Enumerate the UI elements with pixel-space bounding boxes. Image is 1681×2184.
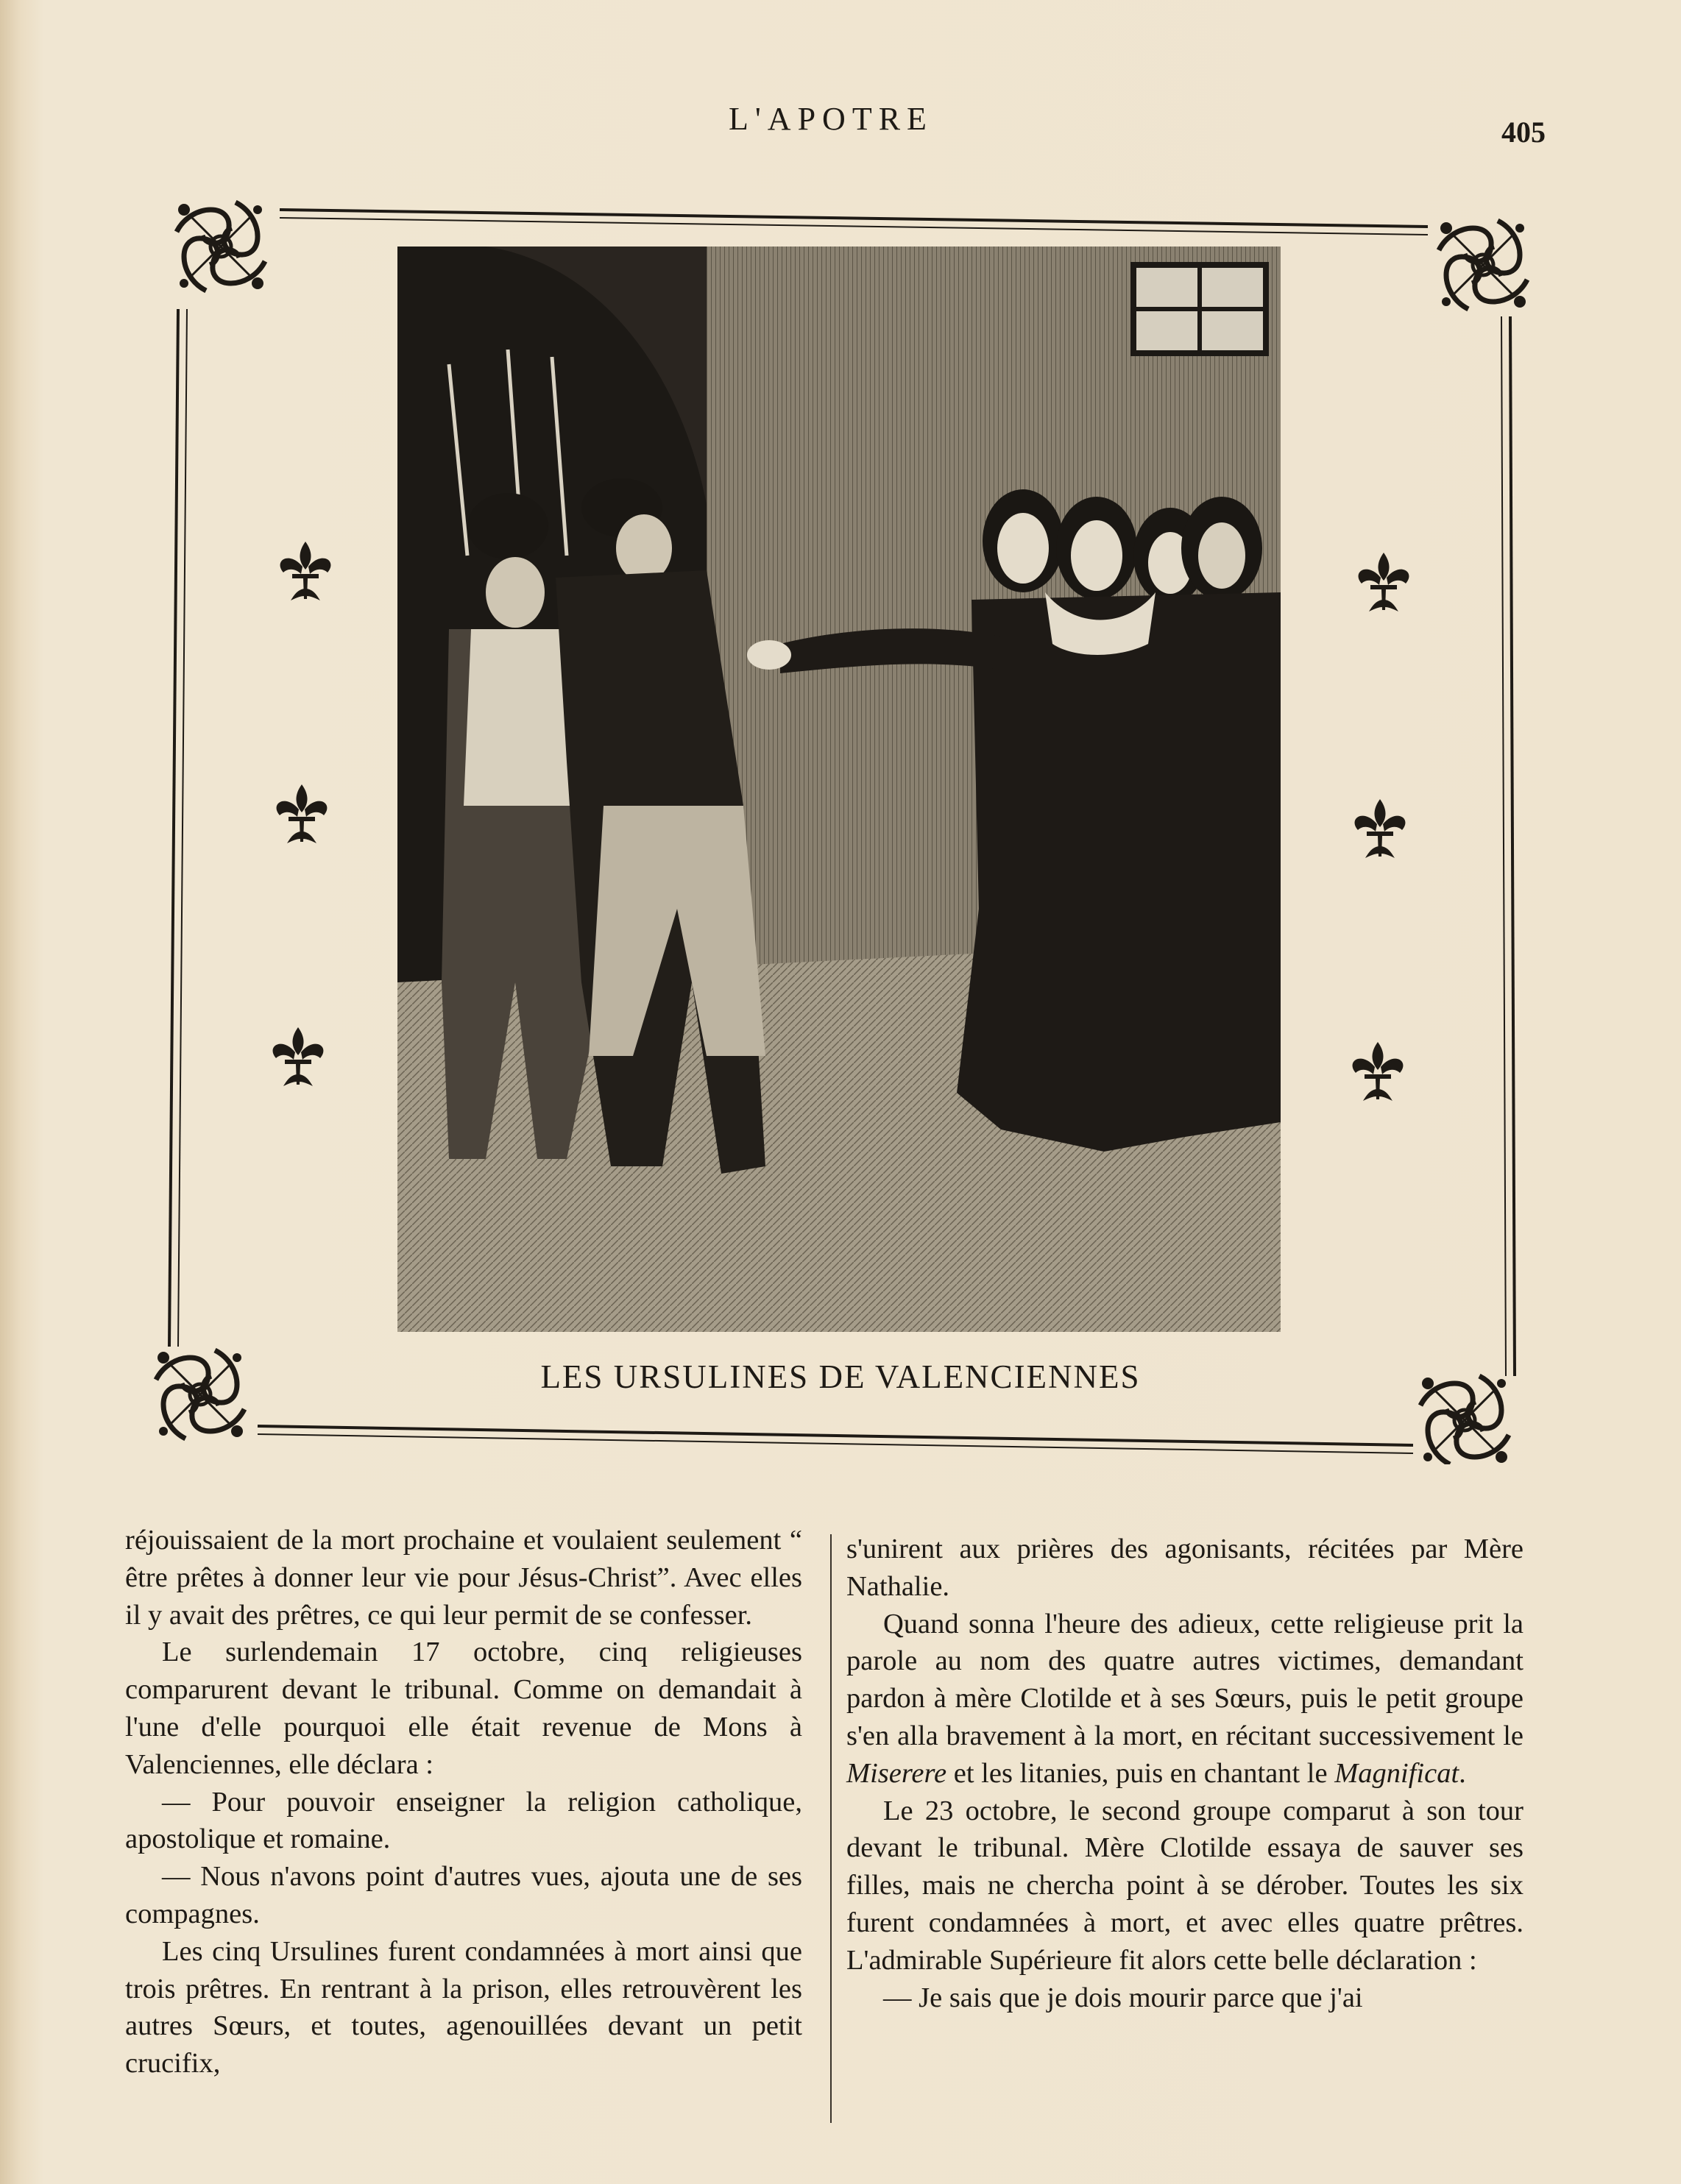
fleur-de-lis-icon bbox=[1355, 799, 1406, 858]
text-columns bbox=[0, 1522, 1681, 2169]
paragraph: réjouissaient de la mort prochaine et voulaient seulement “ être prêtes à donner leur vie pour Jésus-Christ”. Avec elles il y avait des prêtres, ce qui leur permit de se confesser. bbox=[125, 1525, 802, 1631]
left-column bbox=[125, 1522, 802, 2082]
paragraph: Le surlendemain 17 octobre, cinq religieuses comparurent devant le tribunal. Comme on demandait à l'une d'elle pourquoi elle était revenue de Mons à Valenciennes, elle déclara : bbox=[125, 1637, 802, 1780]
paragraph: Le 23 octobre, le second groupe comparut à son tour devant le tribunal. Mère Clotilde essaya de sauver ses filles, mais ne chercha point à se dérober. Toutes les six furent condamnées à mort, et avec elles quatre prêtres. L'admirable Supérieure fit alors cette belle déclaration : bbox=[846, 1795, 1523, 1976]
italic-title: Magnificat bbox=[1334, 1757, 1459, 1789]
paragraph: s'unirent aux prières des agonisants, récitées par Mère Nathalie. bbox=[846, 1534, 1523, 1602]
italic-title: Miserere bbox=[846, 1757, 947, 1789]
paragraph-text: et les litanies, puis en chantant le bbox=[946, 1757, 1335, 1789]
paragraph: — Pour pouvoir enseigner la religion catholique, apostolique et romaine. bbox=[125, 1786, 802, 1855]
fleur-de-lis-icon bbox=[280, 542, 331, 600]
page-number: 405 bbox=[1501, 116, 1546, 149]
paragraph: — Nous n'avons point d'autres vues, ajouta une de ses compagnes. bbox=[125, 1861, 802, 1929]
right-column bbox=[846, 1531, 1523, 2016]
engraving-illustration bbox=[397, 247, 1281, 1332]
fleur-de-lis-icon bbox=[1359, 553, 1409, 611]
page-header bbox=[0, 96, 1681, 149]
paragraph: Les cinq Ursulines furent condamnées à mort ainsi que trois prêtres. En rentrant à la prison, elles retrouvèrent les autres Sœurs, et toutes, agenouillées devant un petit crucifix, bbox=[125, 1935, 802, 2080]
fleur-de-lis-icon bbox=[1353, 1042, 1404, 1101]
paragraph-text: Quand sonna l'heure des adieux, cette religieuse prit la parole au nom des quatre autres victimes, demandant pardon à mère Clotilde et à ses Sœurs, puis le petit groupe s'en alla bravement à la mort, en récitant successivement le bbox=[846, 1608, 1523, 1751]
corner-ornament-icon bbox=[1439, 221, 1527, 309]
corner-ornament-icon bbox=[177, 202, 265, 291]
fleur-de-lis-icon bbox=[273, 1027, 324, 1086]
illustration-caption: LES URSULINES DE VALENCIENNES bbox=[540, 1358, 1141, 1395]
paragraph: — Je sais que je dois mourir parce que j'ai bbox=[883, 1982, 1363, 2013]
paragraph bbox=[846, 1606, 1523, 1793]
running-head: L'APOTRE bbox=[729, 101, 933, 137]
fleur-de-lis-icon bbox=[277, 784, 328, 843]
paragraph-text: . bbox=[1459, 1757, 1466, 1789]
